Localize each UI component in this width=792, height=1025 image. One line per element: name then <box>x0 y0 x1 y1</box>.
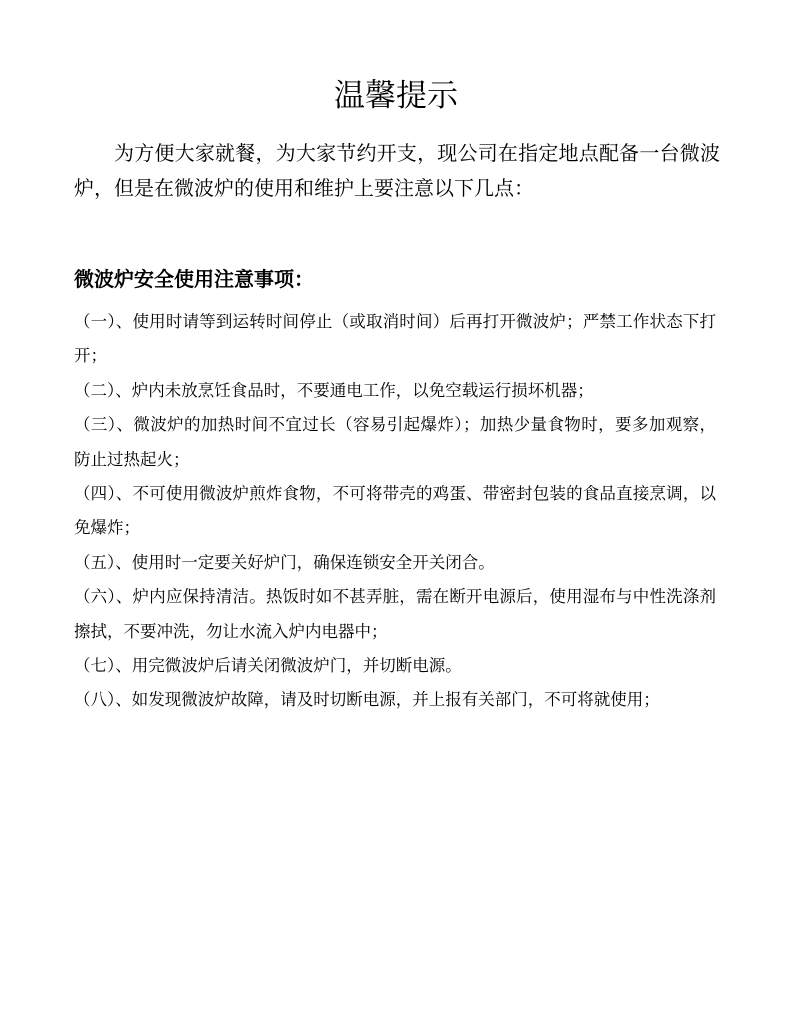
rule-item-8: （八）、如发现微波炉故障，请及时切断电源，并上报有关部门，不可将就使用； <box>74 690 660 710</box>
rule-item-6: （六）、炉内应保持清洁。热饭时如不甚弄脏，需在断开电源后，使用湿布与中性洗涤剂擦拭，不要冲洗，勿让水流入炉内电器中； <box>74 587 716 641</box>
section-heading: 微波炉安全使用注意事项： <box>74 267 314 291</box>
rule-item-4: （四）、不可使用微波炉煎炸食物，不可将带壳的鸡蛋、带密封包装的食品直接烹调，以免爆炸； <box>74 484 716 538</box>
rule-item-3: （三）、微波炉的加热时间不宜过长（容易引起爆炸）；加热少量食物时，要多加观察，防止过热起火； <box>74 415 716 469</box>
rule-item-5: （五）、使用时一定要关好炉门，确保连锁安全开关闭合。 <box>74 552 495 572</box>
document-title: 温馨提示 <box>334 78 458 114</box>
intro-paragraph: 为方便大家就餐，为大家节约开支，现公司在指定地点配备一台微波炉，但是在微波炉的使用和维护上要注意以下几点： <box>74 141 720 200</box>
rule-item-1: （一）、使用时请等到运转时间停止（或取消时间）后再打开微波炉；严禁工作状态下打开； <box>74 312 716 366</box>
rule-item-2: （二）、炉内未放烹饪食品时，不要通电工作，以免空载运行损坏机器； <box>74 380 594 400</box>
rule-item-7: （七）、用完微波炉后请关闭微波炉门，并切断电源。 <box>74 656 462 676</box>
rules-list <box>74 305 716 718</box>
